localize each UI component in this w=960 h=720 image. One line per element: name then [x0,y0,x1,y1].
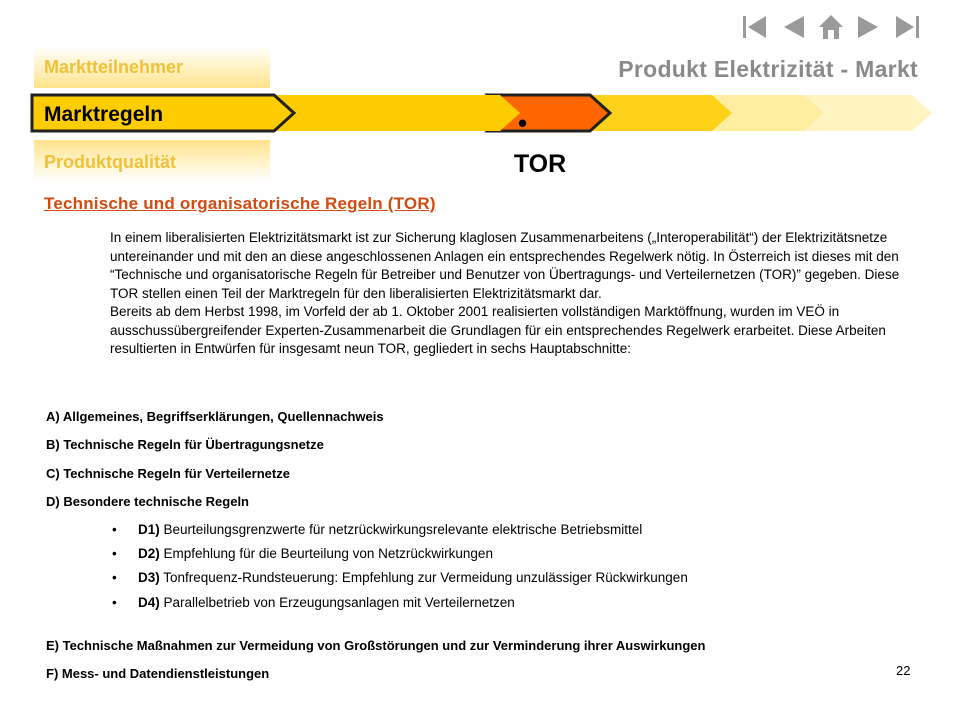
subsection-item-d2 [112,546,493,561]
subsection-code: D1) [138,522,160,537]
previous-page-icon[interactable] [778,12,808,42]
section-item-c: C) Technische Regeln für Verteilernetze [46,466,290,481]
tab-label: Marktteilnehmer [44,57,184,77]
subsection-code: D4) [138,595,160,610]
subsection-text: Beurteilungsgrenzwerte für netzrückwirkungsrelevante elektrische Betriebsmittel [159,522,643,537]
section-item-a: A) Allgemeines, Begriffserklärungen, Quellennachweis [46,409,384,424]
section-item-f: F) Mess- und Datendienstleistungen [46,666,270,681]
subsection-code: D2) [138,546,160,561]
subsection-item-d3 [112,570,688,585]
tab-produktqualitaet[interactable] [34,140,270,182]
last-page-icon[interactable] [892,12,922,42]
tab-label: Produktqualität [44,152,177,172]
section-item-b: B) Technische Regeln für Übertragungsnetze [46,437,324,452]
section-item-e: E) Technische Maßnahmen zur Vermeidung von Großstörungen und zur Verminderung ihrer Auswirkungen [46,638,706,653]
subsection-item-d1 [112,522,642,537]
bullet: • [112,522,117,537]
tab-marktteilnehmer[interactable] [34,46,270,88]
product-title: Produkt Elektrizität - Markt [618,56,918,82]
subsection-item-d4 [112,595,515,610]
bullet: • [112,546,117,561]
intro-paragraph: Bereits ab dem Herbst 1998, im Vorfeld der ab 1. Oktober 2001 realisierten vollständigen Marktöffnung, wurden im VEÖ in ausschussübergreifender Experten-Zusammenarbeit die Grundlagen für ein entsprechendes Regelwerk erarbeitet. Diese Arbeiten resultierten in Entwürfen für insgesamt neun TOR, gegliedert in sechs Hauptabschnitte: [110,304,886,356]
subsection-code: D3) [138,570,160,585]
home-icon[interactable] [816,12,846,42]
subsection-text: Tonfrequenz-Rundsteuerung: Empfehlung zur Vermeidung unzulässiger Rückwirkungen [159,570,688,585]
process-chevron-bar [0,90,960,140]
current-step-marker: • [518,108,528,138]
intro-paragraph: In einem liberalisierten Elektrizitätsmarkt ist zur Sicherung klaglosen Zusammenarbeitens („Interoperabilität“) der Elektrizitätsnetze untereinander und mit den an diese angeschlossenen Anlagen ein entsprechendes Regelwerk nötig. In Österreich ist dieses mit den “Technische und organisatorische Regeln für Betreiber und Benutzer von Übertragungs- und Verteilernetzen (TOR)” gegeben. Diese TOR stellen einen Teil der Marktregeln für den liberalisierten Elektrizitätsmarkt dar. [110,230,900,301]
active-tab-label: Marktregeln [44,103,164,126]
subsection-text: Empfehlung für die Beurteilung von Netzrückwirkungen [159,546,493,561]
bullet: • [112,570,117,585]
intro-text [110,229,910,359]
navigation-bar [740,12,922,44]
first-page-icon[interactable] [740,12,770,42]
bullet: • [112,595,117,610]
page-number: 22 [896,663,911,678]
section-title: Technische und organisatorische Regeln (TOR) [44,194,436,213]
section-item-d: D) Besondere technische Regeln [46,494,249,509]
page-heading: TOR [513,150,567,178]
next-page-icon[interactable] [854,12,884,42]
subsection-text: Parallelbetrieb von Erzeugungsanlagen mit Verteilernetzen [159,595,515,610]
